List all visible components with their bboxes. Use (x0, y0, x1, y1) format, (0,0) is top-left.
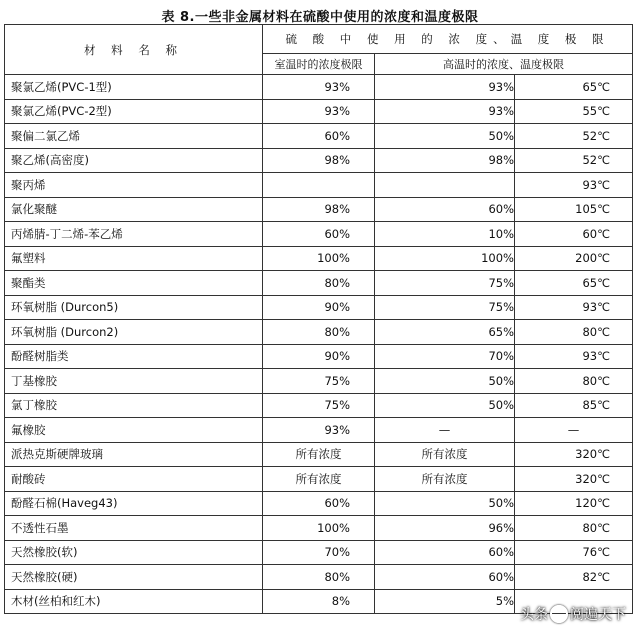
material-name-cell: 天然橡胶(硬) (5, 565, 263, 590)
table-row (5, 344, 633, 369)
material-name-cell: 丙烯腈-丁二烯-苯乙烯 (5, 222, 263, 247)
material-name-cell: 聚丙烯 (5, 173, 263, 198)
watermark-left: 头条 (520, 607, 548, 623)
material-name-cell: 酚醛树脂类 (5, 344, 263, 369)
room-temp-limit-cell (263, 173, 375, 198)
material-name-cell: 聚酯类 (5, 271, 263, 296)
high-temp-conc-cell: 75% (375, 295, 515, 320)
room-temp-limit-cell: 93% (263, 418, 375, 443)
high-temp-limit-cell: 52℃ (515, 148, 633, 173)
room-temp-limit-cell: 100% (263, 516, 375, 541)
material-name-cell: 派热克斯硬牌玻璃 (5, 442, 263, 467)
high-temp-limit-cell: 65℃ (515, 271, 633, 296)
at-icon (550, 605, 568, 623)
material-name-cell: 聚氯乙烯(PVC-1型) (5, 75, 263, 100)
room-temp-limit-cell: 60% (263, 491, 375, 516)
room-temp-limit-cell: 80% (263, 271, 375, 296)
table-row (5, 75, 633, 100)
room-temp-limit-cell: 80% (263, 320, 375, 345)
material-name-cell: 环氧树脂 (Durcon2) (5, 320, 263, 345)
material-name-cell: 木材(丝柏和红木) (5, 589, 263, 614)
high-temp-conc-cell: 5% (375, 589, 515, 614)
table-row (5, 320, 633, 345)
header-high-temp: 高温时的浓度、温度极限 (375, 54, 633, 75)
room-temp-limit-cell: 80% (263, 565, 375, 590)
room-temp-limit-cell: 100% (263, 246, 375, 271)
high-temp-conc-cell: — (375, 418, 515, 443)
high-temp-limit-cell: 93℃ (515, 344, 633, 369)
high-temp-conc-cell: 60% (375, 565, 515, 590)
material-name-cell: 聚氯乙烯(PVC-2型) (5, 99, 263, 124)
high-temp-conc-cell: 50% (375, 124, 515, 149)
material-name-cell: 氟塑料 (5, 246, 263, 271)
table-row (5, 124, 633, 149)
table-row (5, 540, 633, 565)
room-temp-limit-cell: 98% (263, 197, 375, 222)
high-temp-conc-cell: 50% (375, 491, 515, 516)
table-title: 表 8.一些非金属材料在硫酸中使用的浓度和温度极限 (161, 10, 479, 25)
high-temp-limit-cell: 105℃ (515, 197, 633, 222)
header-group: 硫 酸 中 使 用 的 浓 度、温 度 极 限 (263, 25, 633, 54)
sulfuric-acid-limits-table (4, 24, 633, 614)
table-row (5, 393, 633, 418)
table-body (5, 75, 633, 614)
table-row (5, 173, 633, 198)
high-temp-limit-cell: 76℃ (515, 540, 633, 565)
high-temp-limit-cell: 80℃ (515, 320, 633, 345)
table-row (5, 222, 633, 247)
material-name-cell: 耐酸砖 (5, 467, 263, 492)
room-temp-limit-cell: 75% (263, 369, 375, 394)
high-temp-conc-cell: 60% (375, 197, 515, 222)
table-row (5, 491, 633, 516)
high-temp-conc-cell (375, 173, 515, 198)
table-row (5, 418, 633, 443)
high-temp-conc-cell: 93% (375, 75, 515, 100)
room-temp-limit-cell: 90% (263, 295, 375, 320)
material-name-cell: 聚偏二氯乙烯 (5, 124, 263, 149)
high-temp-conc-cell: 60% (375, 540, 515, 565)
table-row (5, 516, 633, 541)
header-material: 材 料 名 称 (5, 25, 263, 75)
material-name-cell: 氟橡胶 (5, 418, 263, 443)
room-temp-limit-cell: 93% (263, 99, 375, 124)
room-temp-limit-cell: 所有浓度 (263, 467, 375, 492)
high-temp-limit-cell: 65℃ (515, 75, 633, 100)
high-temp-conc-cell: 98% (375, 148, 515, 173)
high-temp-conc-cell: 93% (375, 99, 515, 124)
high-temp-limit-cell: 82℃ (515, 565, 633, 590)
material-name-cell: 环氧树脂 (Durcon5) (5, 295, 263, 320)
material-name-cell: 氯丁橡胶 (5, 393, 263, 418)
high-temp-limit-cell: 320℃ (515, 442, 633, 467)
room-temp-limit-cell: 所有浓度 (263, 442, 375, 467)
high-temp-limit-cell: 80℃ (515, 369, 633, 394)
room-temp-limit-cell: 8% (263, 589, 375, 614)
table-row (5, 271, 633, 296)
high-temp-conc-cell: 所有浓度 (375, 467, 515, 492)
room-temp-limit-cell: 70% (263, 540, 375, 565)
high-temp-conc-cell: 96% (375, 516, 515, 541)
high-temp-limit-cell: 93℃ (515, 173, 633, 198)
high-temp-conc-cell: 50% (375, 369, 515, 394)
high-temp-limit-cell: 60℃ (515, 222, 633, 247)
table-row (5, 369, 633, 394)
room-temp-limit-cell: 75% (263, 393, 375, 418)
high-temp-limit-cell: 93℃ (515, 295, 633, 320)
material-name-cell: 聚乙烯(高密度) (5, 148, 263, 173)
high-temp-conc-cell: 所有浓度 (375, 442, 515, 467)
room-temp-limit-cell: 60% (263, 222, 375, 247)
high-temp-conc-cell: 100% (375, 246, 515, 271)
material-name-cell: 酚醛石棉(Haveg43) (5, 491, 263, 516)
high-temp-limit-cell: 200℃ (515, 246, 633, 271)
watermark-right: 阅遍天下 (570, 607, 626, 623)
high-temp-conc-cell: 70% (375, 344, 515, 369)
high-temp-limit-cell: — (515, 418, 633, 443)
material-name-cell: 天然橡胶(软) (5, 540, 263, 565)
table-row (5, 148, 633, 173)
room-temp-limit-cell: 93% (263, 75, 375, 100)
room-temp-limit-cell: 90% (263, 344, 375, 369)
room-temp-limit-cell: 60% (263, 124, 375, 149)
high-temp-limit-cell: 320℃ (515, 467, 633, 492)
table-row (5, 99, 633, 124)
room-temp-limit-cell: 98% (263, 148, 375, 173)
material-name-cell: 丁基橡胶 (5, 369, 263, 394)
material-name-cell: 氯化聚醚 (5, 197, 263, 222)
material-name-cell: 不透性石墨 (5, 516, 263, 541)
table-row (5, 295, 633, 320)
high-temp-limit-cell: 52℃ (515, 124, 633, 149)
high-temp-limit-cell: 85℃ (515, 393, 633, 418)
table-row (5, 467, 633, 492)
high-temp-conc-cell: 65% (375, 320, 515, 345)
high-temp-conc-cell: 75% (375, 271, 515, 296)
table-row (5, 246, 633, 271)
high-temp-conc-cell: 10% (375, 222, 515, 247)
high-temp-limit-cell: 55℃ (515, 99, 633, 124)
high-temp-limit-cell: 80℃ (515, 516, 633, 541)
header-room-temp: 室温时的浓度极限 (263, 54, 375, 75)
high-temp-conc-cell: 50% (375, 393, 515, 418)
table-row (5, 197, 633, 222)
table-row (5, 565, 633, 590)
table-row (5, 442, 633, 467)
high-temp-limit-cell: 120℃ (515, 491, 633, 516)
watermark (520, 604, 626, 624)
